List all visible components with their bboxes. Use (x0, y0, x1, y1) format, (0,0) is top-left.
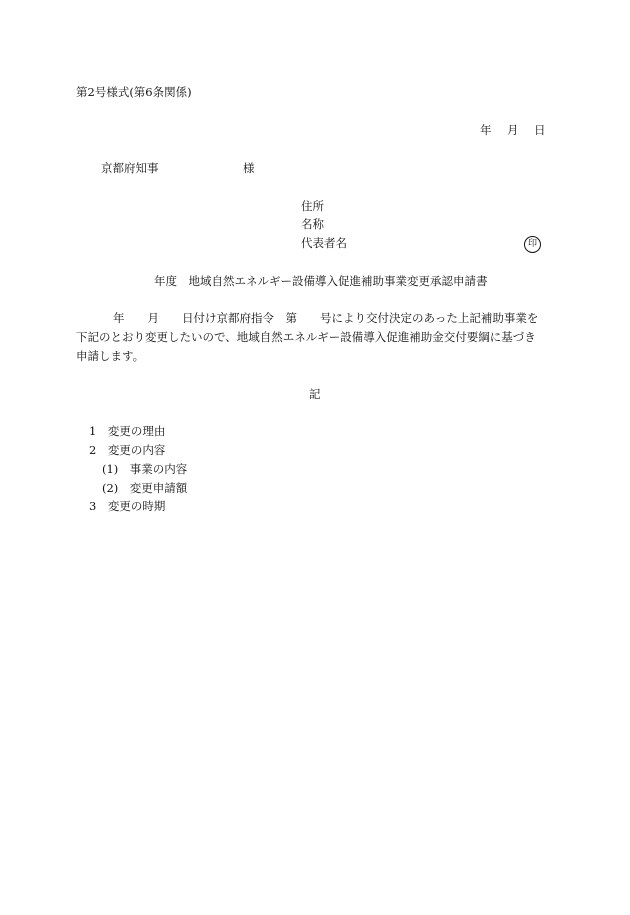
name-label: 名称 (301, 217, 324, 231)
subitem-project-content: (1) 事業の内容 (102, 462, 188, 476)
addressee-honorific: 様 (243, 161, 255, 175)
item-change-content: 2 変更の内容 (89, 443, 166, 457)
note-heading: 記 (309, 387, 321, 401)
date-line: 年 月 日 (480, 123, 548, 137)
item-change-timing: 3 変更の時期 (89, 499, 166, 513)
body-line-3: 申請します。 (76, 349, 145, 363)
body-line-1: 年 月 日付け京都府指令 第 号により交付決定のあった上記補助事業を (113, 311, 539, 325)
address-label: 住所 (301, 199, 324, 213)
body-line-2: 下記のとおり変更したいので、地域自然エネルギー設備導入促進補助金交付要綱に基づき (76, 330, 536, 344)
representative-label: 代表者名 (301, 236, 347, 250)
item-change-reason: 1 変更の理由 (89, 424, 166, 438)
document-title: 年度 地域自然エネルギー設備導入促進補助事業変更承認申請書 (154, 274, 488, 288)
seal-mark: 印 (524, 236, 541, 253)
addressee-name: 京都府知事 (101, 161, 159, 175)
subitem-change-amount: (2) 変更申請額 (102, 481, 188, 495)
form-number: 第2号様式(第6条関係) (76, 85, 192, 99)
